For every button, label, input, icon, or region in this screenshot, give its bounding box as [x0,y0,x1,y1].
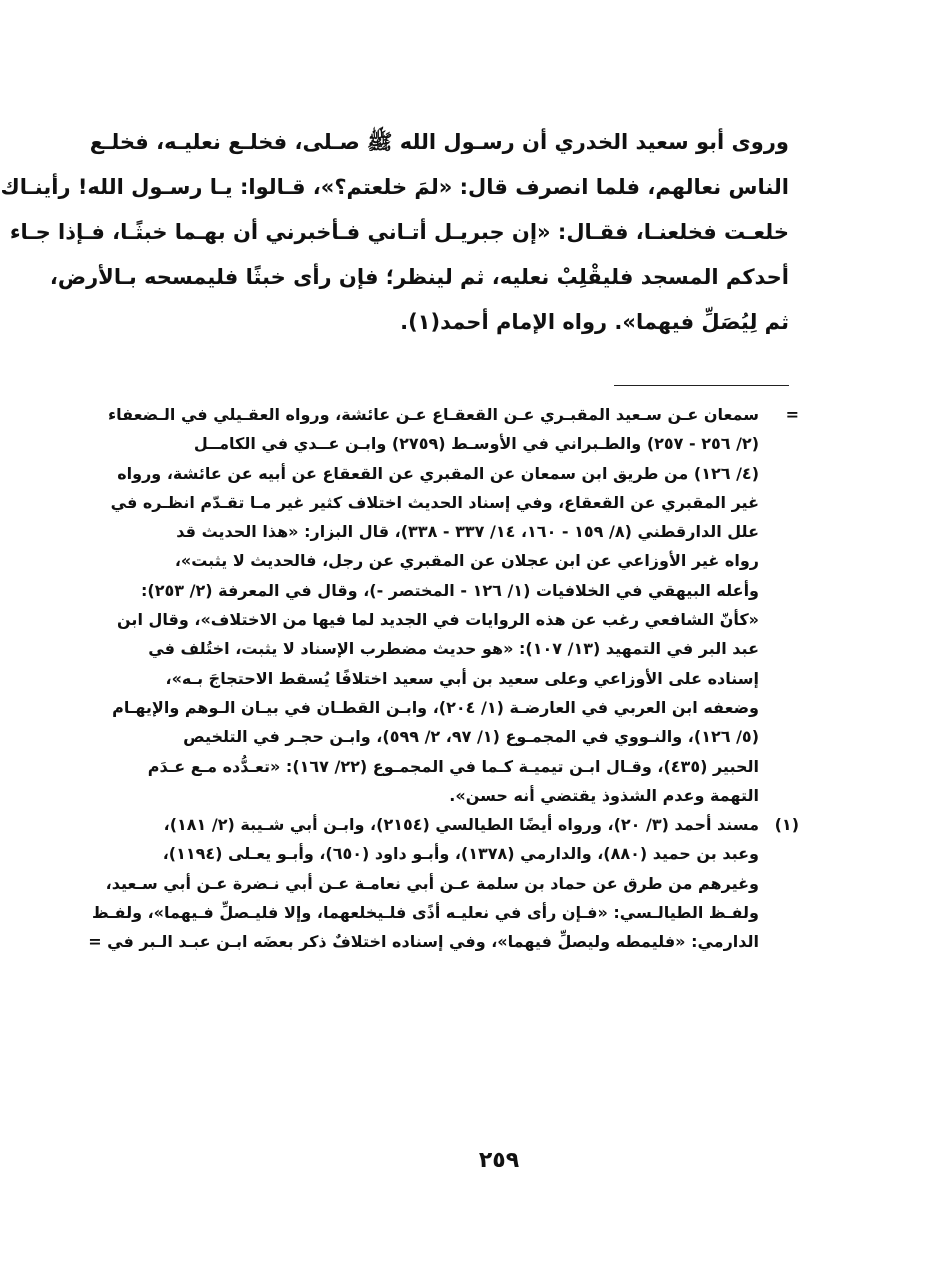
footnote-line: التهمة وعدم الشذوذ يقتضي أنه حسن». [449,785,759,805]
footnote-line: عبد البر في التمهيد (١٣/ ١٠٧): «هو حديث مضطرب الإسناد لا يثبت، اختُلف في [148,639,759,659]
footnote-line: (٤/ ١٢٦) من طريق ابن سمعان عن المقبري عن القعقاع عن أبيه عن عائشة، ورواه [117,463,759,483]
main-text-line: خلعـت فخلعنـا، فقـال: «إن جبريـل أتـاني فـأخبرني أن بهـما خبثًـا، فـإذا جـاء [9,220,789,244]
main-text-line: أحدكم المسجد فليقْلِبْ نعليه، ثم لينظر؛ فإن رأى خبثًا فليمسحه بـالأرض، [49,265,789,289]
footnote-line: علل الدارقطني (٨/ ١٥٩ - ١٦٠، ١٤/ ٣٣٧ - ٣٣٨)، قال البزار: «هذا الحديث قد [176,522,759,542]
footnote-marker: = [785,405,799,424]
footnote-line: (٥/ ١٢٦)، والنـووي في المجمـوع (١/ ٩٧، ٢/ ٥٩٩)، وابـن حجـر في التلخيص [183,727,759,747]
footnote-line: وعبد بن حميد (٨٨٠)، والدارمي (١٣٧٨)، وأبـو داود (٦٥٠)، وأبـو يعـلى (١١٩٤)، [162,844,759,864]
footnote-line: سمعان عـن سـعيد المقبـري عـن القعقـاع عـن عائشة، ورواه العقـيلي في الـضعفاء [107,405,759,424]
footnote-marker: (١) [774,815,799,835]
footnote-separator [614,385,789,386]
footnote-1 [88,810,799,956]
footnote-line: الحبير (٤٣٥)، وقـال ابـن تيميـة كـما في المجمـوع (٢٢/ ١٦٧): «تعـدُّده مـع عـدَم [147,756,759,776]
footnote-line: غير المقبري عن القعقاع، وفي إسناد الحديث اختلاف كثير غير مـا تقـدّم انظـره في [110,492,759,512]
footnote-continuation [107,400,799,810]
footnotes [88,400,799,957]
main-text-line: ثم لِيُصَلِّ فيهما». رواه الإمام أحمد(١). [400,310,789,334]
main-text [0,120,789,345]
page-number: ٢٥٩ [478,1148,520,1173]
footnote-line: إسناده على الأوزاعي وعلى سعيد بن أبي سعيد اختلافًا يُسقط الاحتجاجَ بـه»، [165,668,759,688]
footnote-line: وغيرهم من طرق عن حماد بن سلمة عـن أبي نعامـة عـن أبي نـضرة عـن أبي سـعيد، [105,873,759,893]
footnote-line: وضعفه ابن العربي في العارضـة (١/ ٢٠٤)، وابـن القطـان في بيـان الـوهم والإيهـام [112,697,759,717]
footnote-line: «كأنّ الشافعي رغب عن هذه الروايات في الجديد لما فيها من الاختلاف»، وقال ابن [117,610,759,630]
footnote-line: ولفـظ الطيالـسي: «فـإن رأى في نعليـه أذًى فلـيخلعهما، وإلا فليـصلِّ فـيهما»، ولفـظ [91,903,759,923]
footnote-line: رواه غير الأوزاعي عن ابن عجلان عن المقبري عن رجل، فالحديث لا يثبت»، [174,551,759,571]
footnote-line: مسند أحمد (٣/ ٢٠)، ورواه أيضًا الطيالسي (٢١٥٤)، وابـن أبي شـيبة (٢/ ١٨١)، [163,815,759,835]
footnote-line: الدارمي: «فليمطه وليصلِّ فيهما»، وفي إسناده اختلافٌ ذكر بعضَه ابـن عبـد الـبر في = [88,932,759,952]
footnote-line: (٢/ ٢٥٦ - ٢٥٧) والطـبراني في الأوسـط (٢٧٥٩) وابـن عــدي في الكامــل [193,434,759,454]
main-text-line: وروى أبو سعيد الخدري أن رسـول الله ﷺ صـلى، فخلـع نعليـه، فخلـع [89,130,789,154]
main-text-line: الناس نعالهم، فلما انصرف قال: «لمَ خلعتم؟»، قـالوا: يـا رسـول الله! رأينـاك [0,175,789,199]
footnote-line: وأعله البيهقي في الخلافيات (١/ ١٢٦ - المختصر -)، وقال في المعرفة (٢/ ٢٥٣): [141,580,759,600]
